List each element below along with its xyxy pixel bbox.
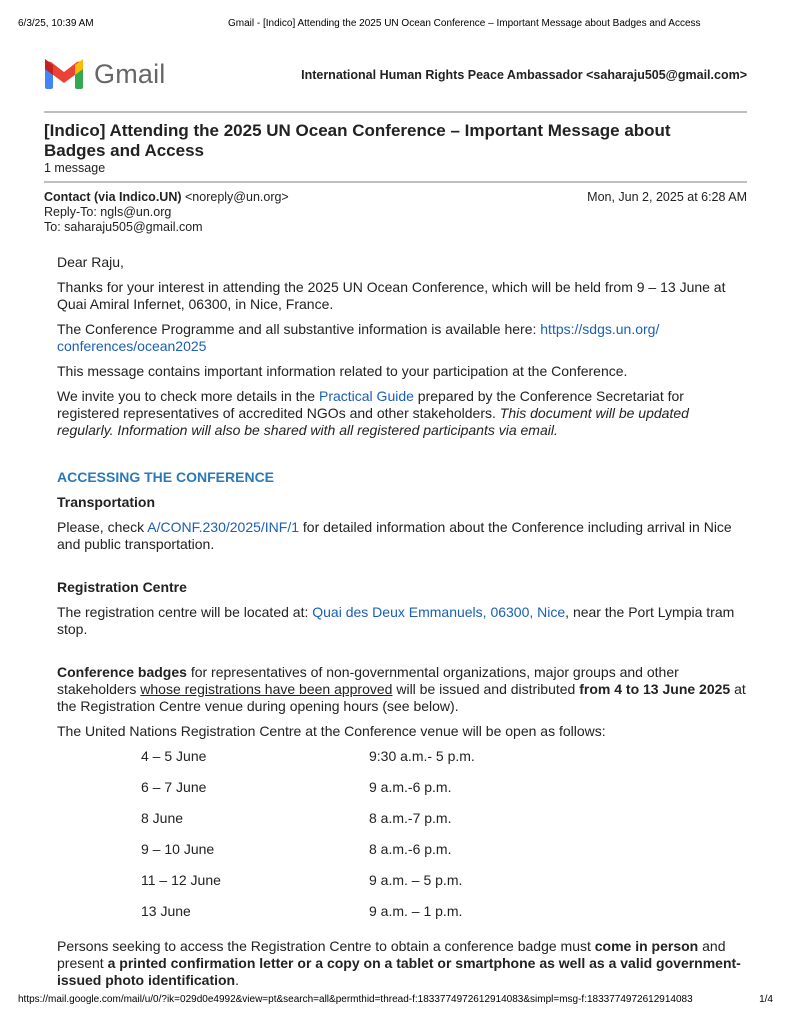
- badges-paragraph: [57, 664, 747, 715]
- sender-email: <noreply@un.org>: [185, 190, 289, 204]
- hours-time: 9 a.m. – 1 p.m.: [369, 903, 463, 919]
- email-subject: [Indico] Attending the 2025 UN Ocean Conference – Important Message about Badges and Access: [44, 121, 671, 160]
- hours-days: 8 June: [141, 810, 184, 826]
- programme-link-part2: conferences/ocean2025: [57, 338, 207, 354]
- badges-text-c: at the Registration Centre venue during opening hours (see below).: [57, 681, 746, 714]
- intro-paragraph: Thanks for your interest in attending the 2025 UN Ocean Conference, which will be held from 9 – 13 June at Quai Amiral Infernet, 06300, in Nice, France.: [57, 279, 726, 312]
- persons-text-b: and present: [57, 938, 726, 971]
- spacer: [57, 646, 747, 664]
- hours-days: 13 June: [141, 903, 191, 919]
- section-title: ACCESSING THE CONFERENCE: [57, 469, 275, 485]
- programme-link-part1: https://sdgs.un.org/: [540, 321, 660, 337]
- badges-dates: from 4 to 13 June 2025: [579, 681, 731, 697]
- reply-to-line: Reply-To: ngls@un.org: [44, 205, 172, 219]
- hours-table: [141, 748, 475, 934]
- hours-time: 9 a.m. – 5 p.m.: [369, 872, 463, 888]
- table-row: [141, 810, 475, 841]
- practical-guide-link[interactable]: Practical Guide: [318, 388, 414, 404]
- print-page-title: Gmail - [Indico] Attending the 2025 UN Ocean Conference – Important Message about Badges and Access: [228, 18, 701, 29]
- persons-paragraph: [57, 938, 747, 989]
- guide-italic-note: This document will be updated regularly. Information will also be shared with all registered participants via email.: [57, 405, 689, 438]
- registration-address-link[interactable]: Quai des Deux Emmanuels, 06300, Nice: [312, 604, 566, 620]
- message-body: [57, 254, 747, 997]
- persons-text-a: Persons seeking to access the Registration Centre to obtain a conference badge must: [57, 938, 595, 954]
- account-label: International Human Rights Peace Ambassador <saharaju505@gmail.com>: [301, 68, 747, 82]
- guide-text-b: prepared by the Conference Secretariat for registered representatives of accredited NGOs and other stakeholders.: [57, 388, 684, 421]
- badges-text-a: for representatives of non-governmental organizations, major groups and other stakeholders: [57, 664, 679, 697]
- gmail-m-icon: [44, 59, 84, 89]
- message-count: 1 message: [44, 161, 106, 175]
- badges-text-b: will be issued and distributed: [392, 681, 580, 697]
- header-divider: [44, 111, 747, 113]
- table-row: [141, 841, 475, 872]
- hours-days: 4 – 5 June: [141, 748, 207, 764]
- transport-paragraph: [57, 519, 747, 553]
- table-row: [141, 748, 475, 779]
- registration-text-b: , near the Port Lympia tram stop.: [57, 604, 735, 637]
- to-line: To: saharaju505@gmail.com: [44, 220, 203, 234]
- persons-bold-2: a printed confirmation letter or a copy on a tablet or smartphone as well as a valid government-issued photo identification: [57, 955, 741, 988]
- print-header: [18, 18, 773, 32]
- registration-heading: Registration Centre: [57, 579, 187, 595]
- message-meta: [44, 190, 747, 235]
- greeting: Dear Raju,: [57, 254, 124, 270]
- transport-text-a: Please, check: [57, 519, 148, 535]
- programme-text: The Conference Programme and all substantive information is available here:: [57, 321, 541, 337]
- transport-heading: Transportation: [57, 494, 156, 510]
- table-row: [141, 903, 475, 934]
- guide-paragraph: [57, 388, 747, 439]
- print-footer: [18, 994, 773, 1008]
- print-url: https://mail.google.com/mail/u/0/?ik=029d0e4992&view=pt&search=all&permthid=thread-f:1833774972612914083&simpl=msg-f:1833774972612914083: [18, 994, 693, 1005]
- print-timestamp: 6/3/25, 10:39 AM: [18, 18, 94, 29]
- info-paragraph: This message contains important information related to your participation at the Conference.: [57, 363, 628, 379]
- hours-intro: The United Nations Registration Centre at the Conference venue will be open as follows:: [57, 723, 606, 739]
- persons-text-c: .: [235, 972, 240, 988]
- spacer: [57, 561, 747, 579]
- message-date: Mon, Jun 2, 2025 at 6:28 AM: [587, 190, 747, 204]
- gmail-wordmark: Gmail: [94, 58, 166, 89]
- table-row: [141, 872, 475, 903]
- table-row: [141, 779, 475, 810]
- badges-bold: Conference badges: [57, 664, 187, 680]
- hours-days: 11 – 12 June: [141, 872, 221, 888]
- persons-bold-1: come in person: [594, 938, 699, 954]
- guide-text-a: We invite you to check more details in the: [57, 388, 319, 404]
- inf-document-link[interactable]: A/CONF.230/2025/INF/1: [147, 519, 300, 535]
- hours-days: 9 – 10 June: [141, 841, 215, 857]
- hours-time: 8 a.m.-7 p.m.: [369, 810, 452, 826]
- programme-paragraph: [57, 321, 747, 355]
- print-page-number: 1/4: [759, 994, 773, 1005]
- registration-paragraph: [57, 604, 747, 638]
- subject-divider: [44, 181, 747, 183]
- hours-time: 9 a.m.-6 p.m.: [369, 779, 452, 795]
- hours-days: 6 – 7 June: [141, 779, 207, 795]
- sender-name: Contact (via Indico.UN): [44, 190, 182, 204]
- badges-underline: whose registrations have been approved: [140, 681, 393, 697]
- hours-time: 8 a.m.-6 p.m.: [369, 841, 452, 857]
- registration-text-a: The registration centre will be located at:: [57, 604, 313, 620]
- transport-text-b: for detailed information about the Conference including arrival in Nice and public transportation.: [57, 519, 732, 552]
- hours-time: 9:30 a.m.- 5 p.m.: [369, 748, 475, 764]
- gmail-logo[interactable]: [44, 56, 166, 92]
